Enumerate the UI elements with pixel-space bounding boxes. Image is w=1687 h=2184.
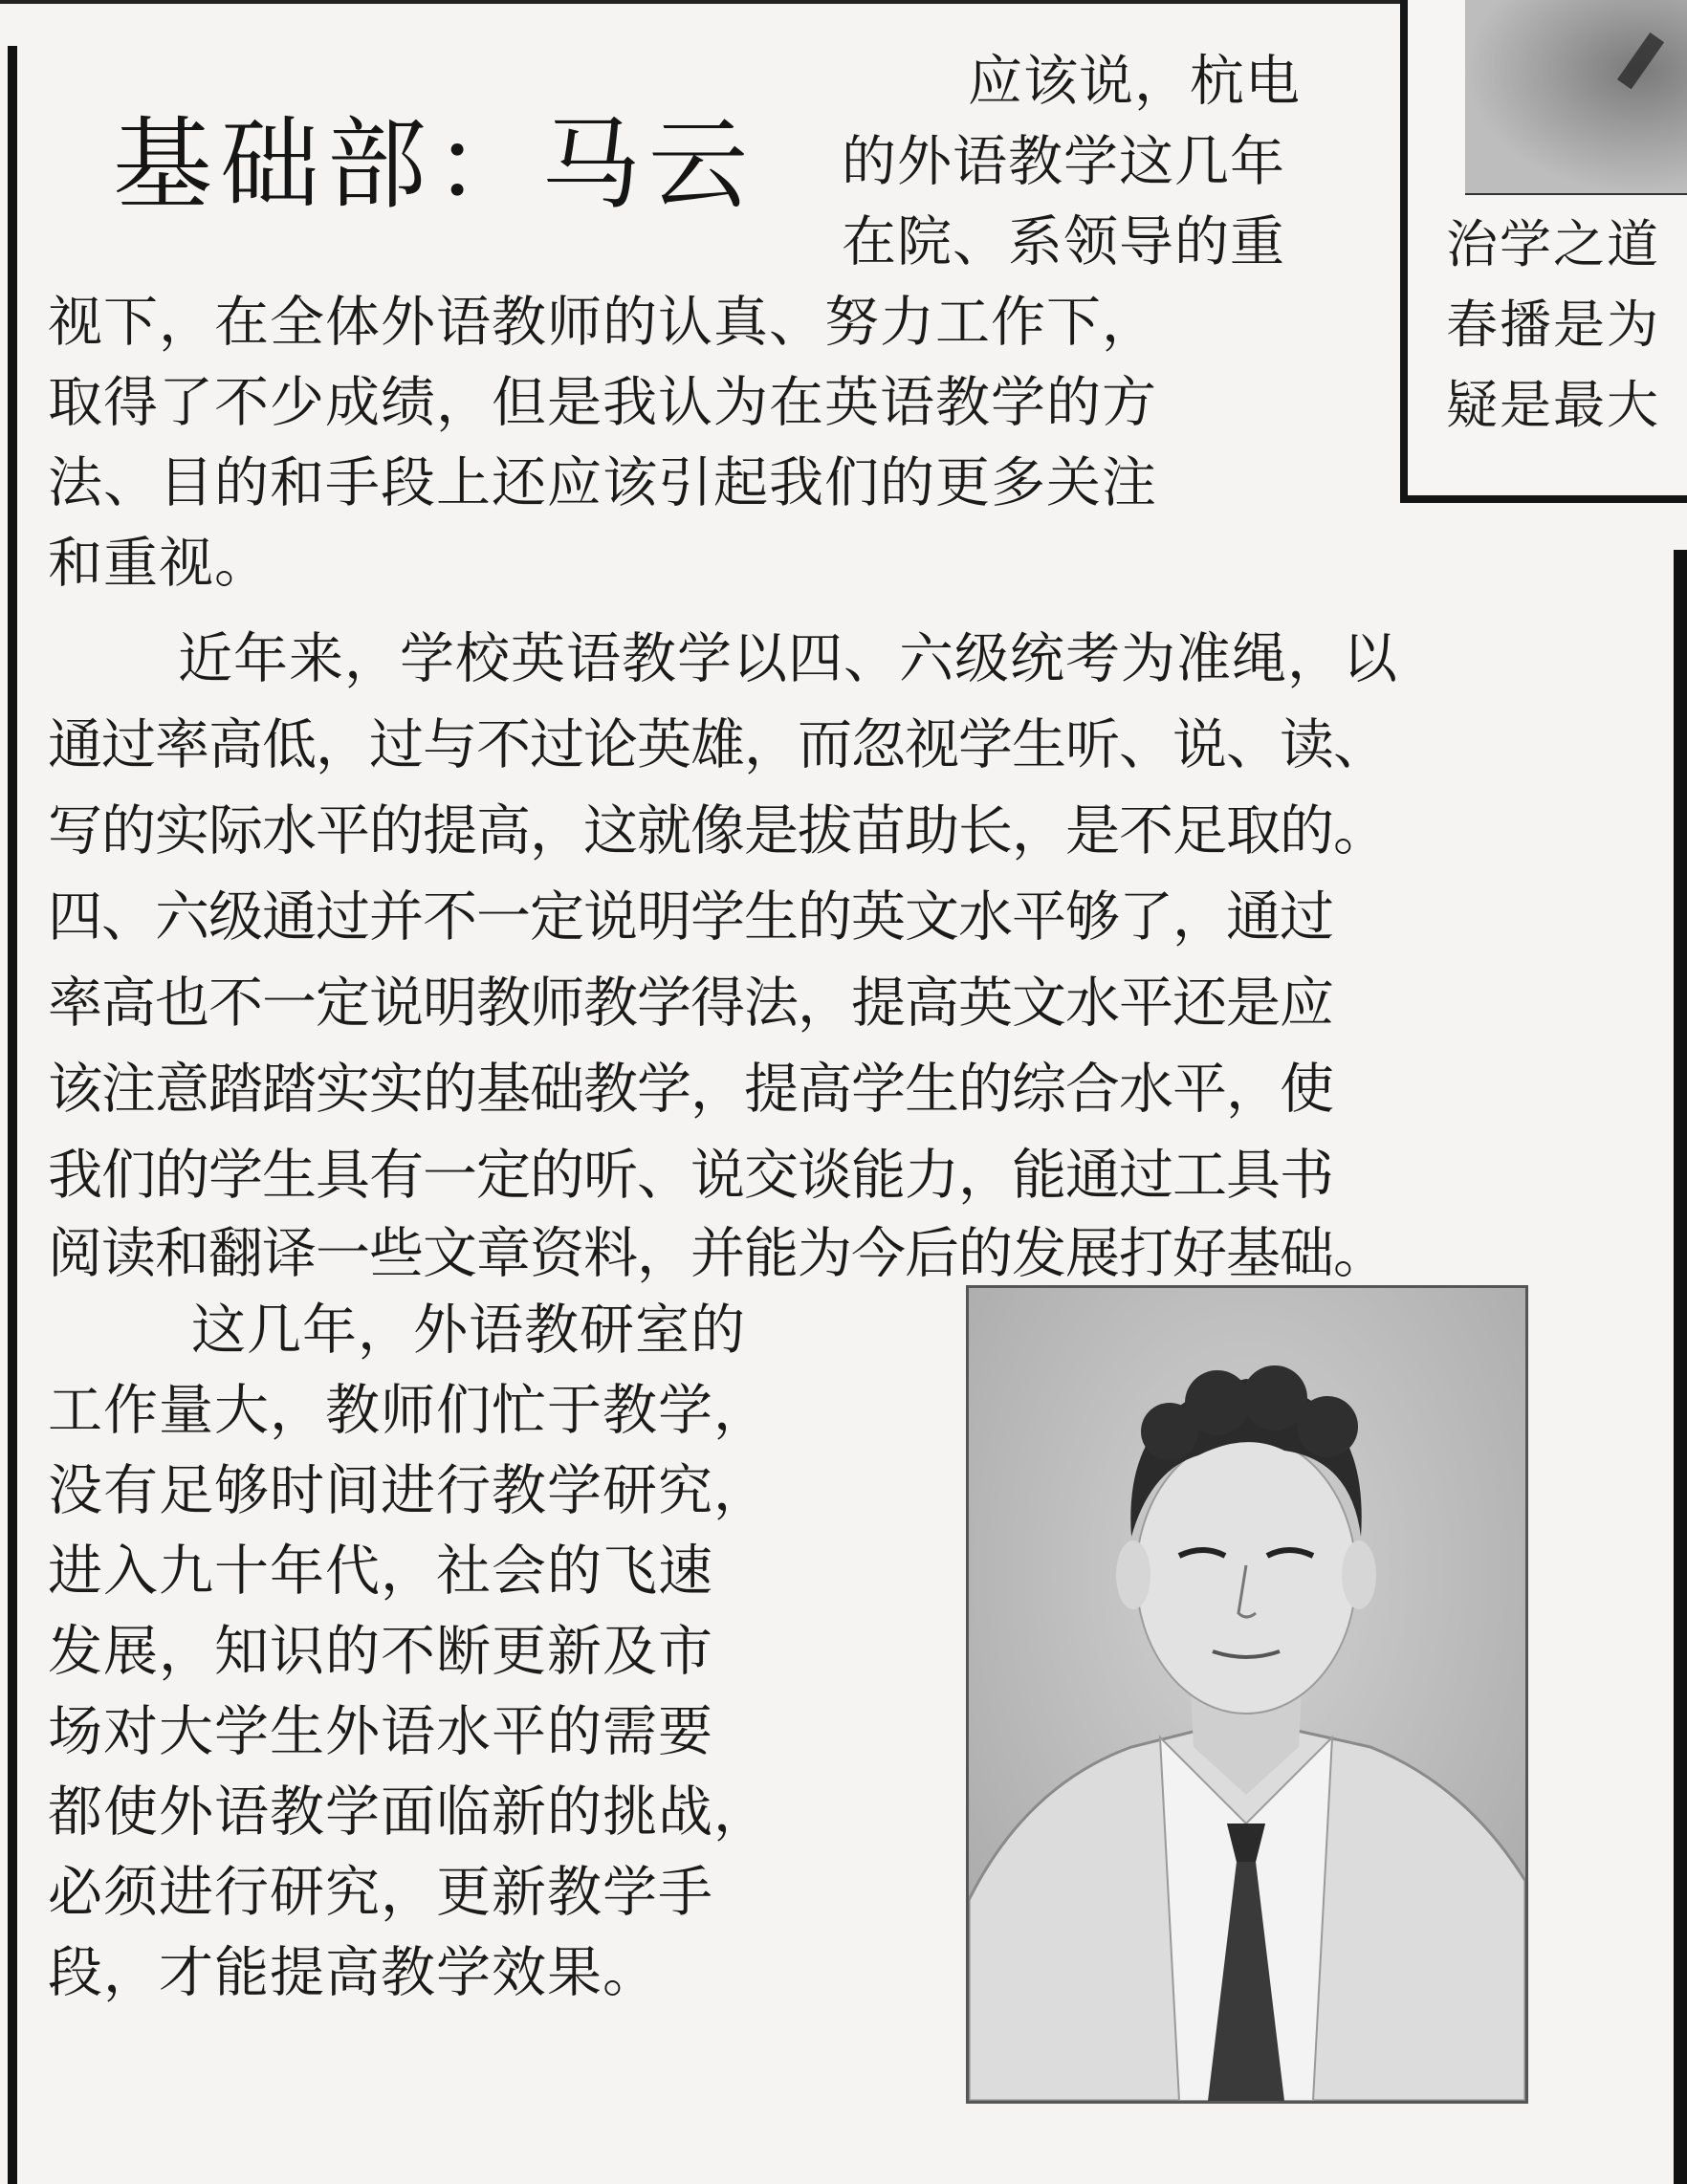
paragraph1-line: 法、目的和手段上还应该引起我们的更多关注 xyxy=(48,451,1157,514)
paragraph3-line: 没有足够时间进行教学研究， xyxy=(48,1459,769,1522)
top-rule xyxy=(0,0,1415,4)
paragraph3-line: 进入九十年代，社会的飞速 xyxy=(48,1540,713,1603)
paragraph2-line: 四、六级通过并不一定说明学生的英文水平够了，通过 xyxy=(48,885,1333,949)
paragraph2-line: 近年来，学校英语教学以四、六级统考为准绳，以 xyxy=(178,627,1398,690)
neighbor-line: 治学之道 xyxy=(1446,214,1660,274)
paragraph3-line: 工作量大，教师们忙于教学， xyxy=(48,1379,769,1442)
paragraph2-line: 写的实际水平的提高，这就像是拔苗助长，是不足取的。 xyxy=(48,799,1387,863)
paragraph2-line: 率高也不一定说明教师教学得法，提高英文水平还是应 xyxy=(48,972,1333,1035)
paragraph3-line: 都使外语教学面临新的挑战， xyxy=(48,1780,769,1844)
paragraph3-line: 发展，知识的不断更新及市 xyxy=(48,1620,713,1683)
paragraph1-line: 的外语教学这几年 xyxy=(842,130,1285,193)
paragraph2-line: 我们的学生具有一定的听、说交谈能力，能通过工具书 xyxy=(48,1144,1333,1207)
left-column-rule xyxy=(8,46,17,2184)
paragraph1-line: 取得了不少成绩，但是我认为在英语教学的方 xyxy=(48,371,1157,434)
paragraph1-line: 应该说，杭电 xyxy=(968,50,1301,113)
paragraph2-line: 通过率高低，过与不过论英雄，而忽视学生听、说、读、 xyxy=(48,713,1387,776)
portrait-illustration xyxy=(969,1288,1525,2101)
neighbor-article-photo xyxy=(1465,0,1687,195)
paragraph2-line: 该注意踏踏实实的基础教学，提高学生的综合水平，使 xyxy=(48,1058,1333,1121)
paragraph3-line: 必须进行研究，更新教学手 xyxy=(48,1861,713,1924)
paragraph2-line: 阅读和翻译一些文章资料，并能为今后的发展打好基础。 xyxy=(48,1222,1387,1285)
neighbor-article-box xyxy=(1400,0,1687,503)
paragraph1-line: 和重视。 xyxy=(48,532,270,595)
paragraph3-line: 场对大学生外语水平的需要 xyxy=(48,1700,713,1763)
author-portrait-photo xyxy=(966,1285,1528,2104)
right-column-rule xyxy=(1674,550,1687,2184)
paragraph3-line: 段，才能提高教学效果。 xyxy=(48,1941,658,2004)
paragraph1-line: 视下，在全体外语教师的认真、努力工作下， xyxy=(48,291,1157,354)
neighbor-article-text xyxy=(1446,205,1687,446)
paragraph3-line: 这几年，外语教研室的 xyxy=(191,1299,746,1362)
paragraph1-line: 在院、系领导的重 xyxy=(842,210,1285,273)
article-title: 基础部：马云 xyxy=(113,106,756,223)
neighbor-line: 疑是最大 xyxy=(1446,375,1660,435)
neighbor-line: 春播是为 xyxy=(1446,295,1660,355)
